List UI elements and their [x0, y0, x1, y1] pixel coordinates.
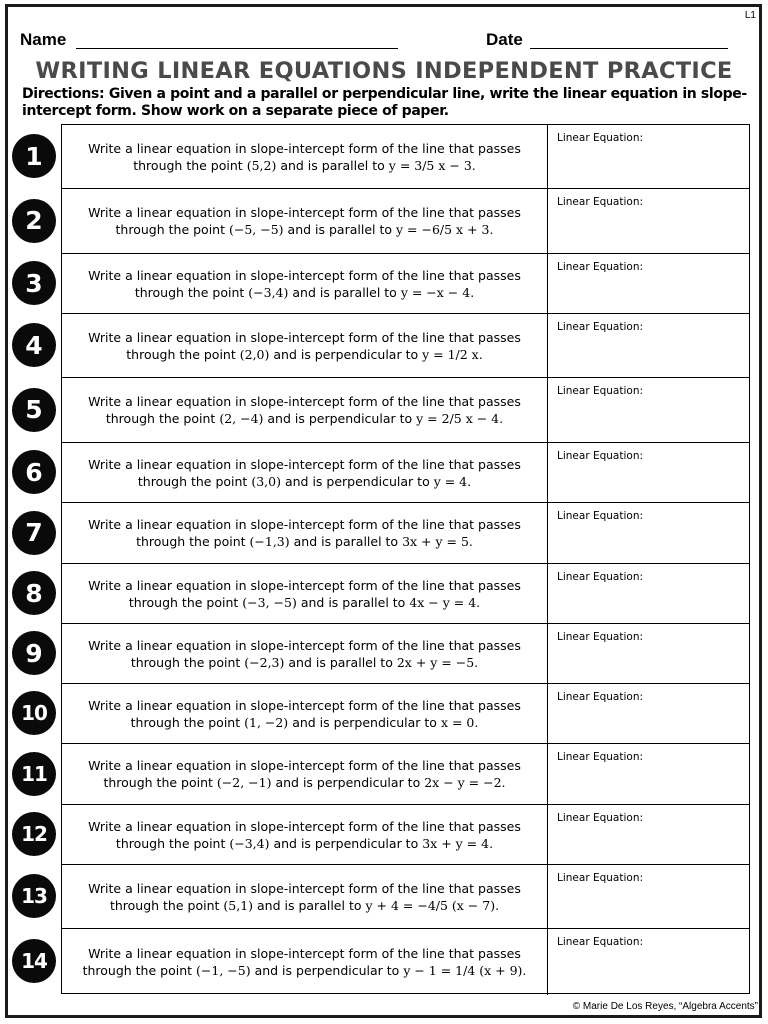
given-point: (5,1): [223, 897, 254, 913]
problem-row: [62, 189, 749, 254]
date-label: Date: [486, 30, 523, 49]
problem-number-badge: 5: [12, 388, 56, 432]
problem-number-badge: 9: [12, 631, 56, 675]
prompt-prefix: through the point: [137, 473, 248, 489]
problem-row: [62, 443, 749, 503]
prompt-prefix: through the point: [134, 284, 245, 300]
prompt-prefix: through the point: [126, 346, 236, 362]
prompt-line-1: Write a linear equation in slope-intercept form of the line that passes: [88, 818, 521, 834]
answer-label: Linear Equation:: [557, 132, 644, 144]
prompt-line-1: Write a linear equation in slope-intercept form of the line that passes: [88, 140, 521, 156]
answer-label: Linear Equation:: [557, 196, 644, 208]
directions-label: Directions:: [22, 86, 105, 102]
given-equation: y = 1/2 x.: [422, 346, 483, 362]
prompt-prefix: through the point: [130, 654, 241, 670]
prompt-line-2: [129, 594, 480, 611]
prompt-line-1: Write a linear equation in slope-intercept form of the line that passes: [88, 394, 521, 409]
prompt-line-2: [126, 346, 482, 363]
relation: and is parallel to: [293, 534, 399, 549]
problem-row: [62, 744, 749, 805]
problems-table: [61, 124, 750, 994]
prompt-line-2: [106, 410, 503, 427]
given-point: (−3, −5): [242, 594, 297, 610]
problem-row: [62, 125, 749, 189]
answer-box[interactable]: [549, 503, 749, 563]
prompt-prefix: through the point: [136, 534, 246, 549]
problem-prompt: [62, 865, 548, 928]
problem-prompt: [62, 503, 548, 563]
relation: and is parallel to: [292, 284, 397, 300]
problem-number-badge: 4: [12, 323, 56, 367]
given-point: (1, −2): [244, 714, 289, 730]
relation: and is perpendicular to: [273, 835, 419, 851]
prompt-line-1: Write a linear equation in slope-intercept form of the line that passes: [88, 205, 521, 220]
given-equation: y = 4.: [433, 473, 472, 489]
prompt-prefix: through the point: [130, 714, 241, 730]
answer-label: Linear Equation:: [557, 510, 644, 522]
problem-number-badge: 6: [12, 450, 56, 494]
prompt-line-1: Write a linear equation in slope-intercept form of the line that passes: [88, 577, 521, 593]
prompt-prefix: through the point: [105, 411, 216, 426]
problem-prompt: [62, 684, 548, 743]
problem-number-badge: 7: [12, 511, 56, 555]
given-equation: x = 0.: [440, 714, 479, 730]
problem-prompt: [62, 189, 548, 253]
problem-row: [62, 564, 749, 624]
given-equation: y = −6/5 x + 3.: [396, 222, 494, 237]
answer-label: Linear Equation:: [557, 450, 644, 462]
problem-number-badge: 14: [12, 939, 56, 983]
problem-prompt: [62, 254, 548, 313]
problem-prompt: [62, 378, 548, 442]
problem-row: [62, 929, 749, 995]
prompt-line-2: [136, 533, 473, 550]
problem-row: [62, 865, 749, 929]
copyright: © Marie De Los Reyes, “Algebra Accents”: [572, 1001, 758, 1012]
worksheet-title: WRITING LINEAR EQUATIONS INDEPENDENT PRACTICE: [35, 58, 733, 84]
given-point: (−2,3): [244, 654, 285, 670]
problem-number-badge: 13: [12, 874, 56, 918]
answer-box[interactable]: [549, 314, 749, 377]
answer-box[interactable]: [549, 929, 749, 995]
given-point: (−1,3): [249, 534, 290, 549]
header-row: [20, 28, 750, 54]
prompt-prefix: through the point: [115, 835, 226, 851]
answer-label: Linear Equation:: [557, 812, 644, 824]
directions: [22, 86, 752, 120]
prompt-line-2: [131, 714, 479, 731]
problem-number-badge: 12: [12, 812, 56, 856]
prompt-line-1: Write a linear equation in slope-intercept form of the line that passes: [88, 329, 521, 345]
prompt-prefix: through the point: [115, 222, 225, 237]
relation: and is parallel to: [257, 897, 362, 913]
relation: and is parallel to: [280, 157, 385, 173]
answer-label: Linear Equation:: [557, 751, 644, 763]
problem-row: [62, 378, 749, 443]
answer-box[interactable]: [549, 865, 749, 928]
answer-label: Linear Equation:: [557, 385, 644, 397]
problem-row: [62, 624, 749, 684]
answer-box[interactable]: [549, 378, 749, 442]
prompt-prefix: through the point: [128, 594, 239, 610]
relation: and is perpendicular to: [292, 714, 437, 730]
answer-label: Linear Equation:: [557, 261, 644, 273]
problem-row: [62, 805, 749, 865]
directions-text: Given a point and a parallel or perpendicular line, write the linear equation in slope-intercept form. Show work on a separate piece of paper.: [22, 86, 747, 119]
problem-row: [62, 684, 749, 744]
problem-row: [62, 314, 749, 378]
given-equation: y = 3/5 x − 3.: [388, 157, 476, 173]
prompt-line-2: [116, 835, 493, 852]
given-point: (−5, −5): [228, 222, 284, 237]
answer-label: Linear Equation:: [557, 936, 644, 948]
prompt-line-1: Write a linear equation in slope-intercept form of the line that passes: [88, 880, 521, 896]
answer-box[interactable]: [549, 564, 749, 623]
date-field[interactable]: [530, 48, 728, 49]
problem-prompt: [62, 744, 548, 804]
prompt-prefix: through the point: [109, 897, 220, 913]
relation: and is parallel to: [300, 594, 406, 610]
problem-number-badge: 3: [12, 261, 56, 305]
relation: and is parallel to: [287, 222, 393, 237]
answer-box[interactable]: [549, 125, 749, 188]
prompt-prefix: through the point: [103, 775, 213, 790]
given-equation: y = −x − 4.: [400, 284, 475, 300]
answer-label: Linear Equation:: [557, 691, 644, 703]
problem-row: [62, 503, 749, 564]
prompt-line-1: Write a linear equation in slope-intercept form of the line that passes: [88, 456, 521, 472]
answer-box[interactable]: [549, 624, 749, 683]
given-point: (5,2): [246, 157, 277, 173]
given-point: (−3,4): [248, 284, 289, 300]
prompt-line-2: [135, 284, 474, 301]
prompt-line-2: [103, 774, 505, 791]
problem-prompt: [62, 564, 548, 623]
relation: and is parallel to: [288, 654, 393, 670]
given-equation: 2x − y = −2.: [424, 775, 506, 790]
relation: and is perpendicular to: [275, 775, 421, 790]
answer-box[interactable]: [549, 684, 749, 743]
problem-number-badge: 10: [12, 691, 56, 735]
given-point: (2, −4): [219, 411, 264, 426]
prompt-line-2: [138, 473, 471, 490]
relation: and is perpendicular to: [254, 963, 400, 978]
name-label: Name: [20, 30, 67, 49]
problem-number-badge: 2: [12, 199, 56, 243]
problem-prompt: [62, 443, 548, 502]
relation: and is perpendicular to: [284, 473, 430, 489]
relation: and is perpendicular to: [273, 346, 419, 362]
answer-box[interactable]: [549, 744, 749, 804]
given-point: (−1, −5): [196, 963, 251, 978]
answer-box[interactable]: [549, 805, 749, 864]
prompt-line-1: Write a linear equation in slope-intercept form of the line that passes: [88, 946, 521, 961]
prompt-line-2: [83, 962, 527, 979]
relation: and is perpendicular to: [267, 411, 413, 426]
given-point: (3,0): [251, 473, 281, 489]
name-field[interactable]: [76, 48, 398, 49]
given-equation: 4x − y = 4.: [409, 594, 481, 610]
problem-prompt: [62, 125, 548, 188]
prompt-prefix: through the point: [133, 157, 243, 173]
given-equation: y = 2/5 x − 4.: [416, 411, 504, 426]
problem-prompt: [62, 929, 548, 995]
given-point: (2,0): [239, 346, 270, 362]
problem-prompt: [62, 805, 548, 864]
answer-label: Linear Equation:: [557, 872, 644, 884]
given-point: (−2, −1): [216, 775, 272, 790]
problem-prompt: [62, 314, 548, 377]
answer-box[interactable]: [549, 254, 749, 313]
prompt-line-1: Write a linear equation in slope-intercept form of the line that passes: [88, 517, 521, 532]
prompt-line-1: Write a linear equation in slope-intercept form of the line that passes: [88, 758, 521, 773]
prompt-line-2: [131, 654, 478, 671]
answer-box[interactable]: [549, 443, 749, 502]
prompt-line-2: [110, 897, 499, 914]
prompt-line-1: Write a linear equation in slope-intercept form of the line that passes: [88, 637, 521, 653]
problem-row: [62, 254, 749, 314]
answer-label: Linear Equation:: [557, 321, 644, 333]
prompt-line-2: [133, 157, 476, 174]
answer-label: Linear Equation:: [557, 571, 644, 583]
given-equation: y + 4 = −4/5 (x − 7).: [365, 897, 500, 913]
problem-number-badge: 8: [12, 571, 56, 615]
prompt-prefix: through the point: [82, 963, 193, 978]
answer-box[interactable]: [549, 189, 749, 253]
level-tag: L1: [744, 10, 756, 21]
given-equation: y − 1 = 1/4 (x + 9).: [403, 963, 527, 978]
problem-prompt: [62, 624, 548, 683]
given-equation: 2x + y = −5.: [396, 654, 479, 670]
problem-number-badge: 1: [12, 134, 56, 178]
answer-label: Linear Equation:: [557, 631, 644, 643]
prompt-line-1: Write a linear equation in slope-intercept form of the line that passes: [88, 267, 521, 283]
given-point: (−3,4): [229, 835, 270, 851]
problem-number-badge: 11: [12, 752, 56, 796]
given-equation: 3x + y = 4.: [422, 835, 494, 851]
given-equation: 3x + y = 5.: [402, 534, 473, 549]
prompt-line-2: [116, 221, 494, 238]
prompt-line-1: Write a linear equation in slope-intercept form of the line that passes: [88, 697, 521, 713]
